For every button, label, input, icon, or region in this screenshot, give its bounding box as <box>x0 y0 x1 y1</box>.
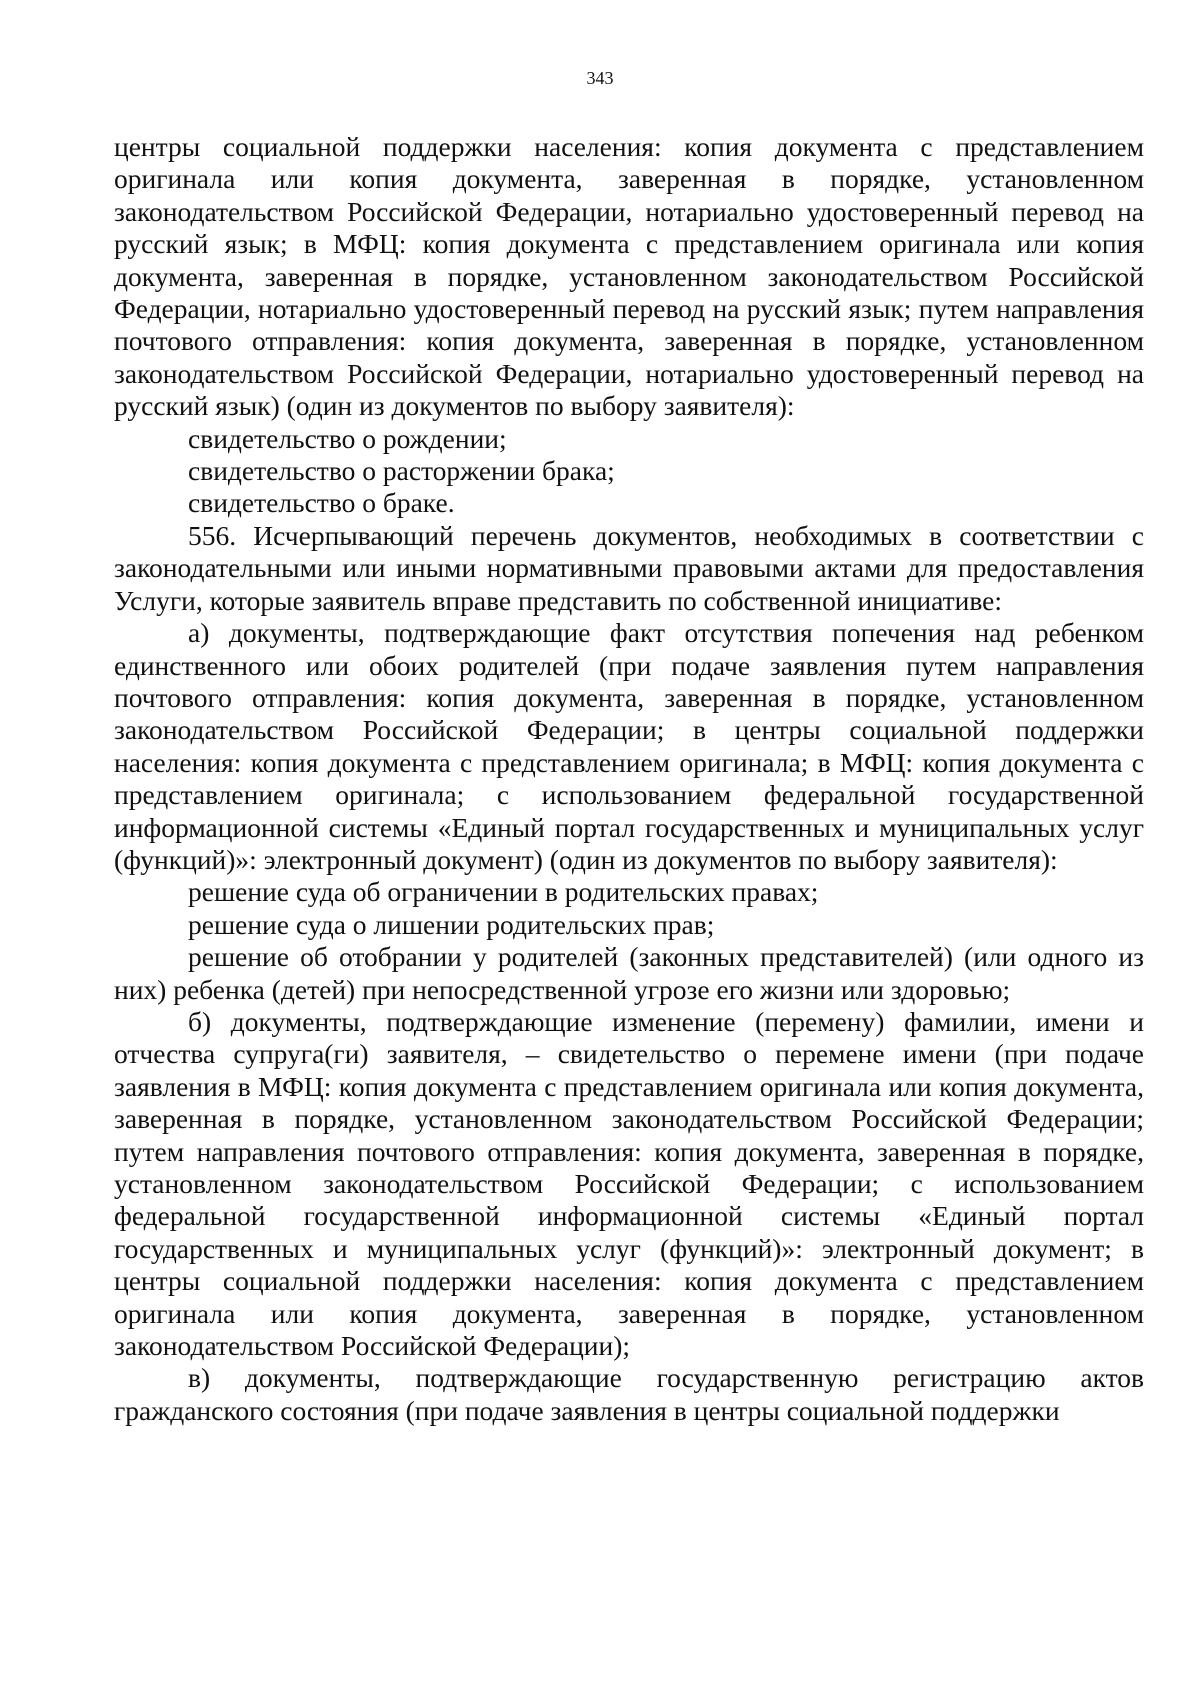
paragraph-continuation: центры социальной поддержки населения: копия документа с представлением оригинала или копия документа, заверенная в порядке, установленном законодательством Российской Федерации, нотариально удостоверенный перевод на русский язык; в МФЦ: копия документа с представлением оригинала или копия документа, заверенная в порядке, установленном законодательством Российской Федерации, нотариально удостоверенный перевод на русский язык; путем направления почтового отправления: копия документа, заверенная в порядке, установленном законодательством Российской Федерации, нотариально удостоверенный перевод на русский язык) (один из документов по выбору заявителя): <box>114 131 1144 422</box>
list-item-court-deprivation: решение суда о лишении родительских прав; <box>188 908 715 940</box>
list-item-divorce-certificate: свидетельство о расторжении брака; <box>188 455 615 487</box>
list-item-court-restriction: решение суда об ограничении в родительских правах; <box>188 876 819 908</box>
list-item-marriage-certificate: свидетельство о браке. <box>188 487 455 519</box>
list-item-child-removal: решение об отобрании у родителей (законных представителей) (или одного из них) ребенка (детей) при непосредственной угрозе его жизни или здоровью; <box>114 941 1144 1005</box>
paragraph-a: а) документы, подтверждающие факт отсутствия попечения над ребенком единственного или обоих родителей (при подаче заявления путем направления почтового отправления: копия документа, заверенная в порядке, установленном законодательством Российской Федерации; в центры социальной поддержки населения: копия документа с представлением оригинала; в МФЦ: копия документа с представлением оригинала; с использованием федеральной государственной информационной системы «Единый портал государственных и муниципальных услуг (функций)»: электронный документ) (один из документов по выбору заявителя): <box>114 617 1144 875</box>
paragraph-v: в) документы, подтверждающие государственную регистрацию актов гражданского состояния (при подаче заявления в центры социальной поддержки <box>114 1362 1144 1426</box>
list-item-birth-certificate: свидетельство о рождении; <box>188 422 507 454</box>
document-body <box>114 131 1144 1427</box>
paragraph-556: 556. Исчерпывающий перечень документов, необходимых в соответствии с законодательными или иными нормативными правовыми актами для предоставления Услуги, которые заявитель вправе представить по собственной инициативе: <box>114 519 1144 616</box>
page-number: 343 <box>586 68 614 88</box>
paragraph-b: б) документы, подтверждающие изменение (перемену) фамилии, имени и отчества супруга(ги) заявителя, – свидетельство о перемене имени (при подаче заявления в МФЦ: копия документа с представлением оригинала или копия документа, заверенная в порядке, установленном законодательством Российской Федерации; путем направления почтового отправления: копия документа, заверенная в порядке, установленном законодательством Российской Федерации; с использованием федеральной государственной информационной системы «Единый портал государственных и муниципальных услуг (функций)»: электронный документ; в центры социальной поддержки населения: копия документа с представлением оригинала или копия документа, заверенная в порядке, установленном законодательством Российской Федерации); <box>114 1005 1144 1362</box>
